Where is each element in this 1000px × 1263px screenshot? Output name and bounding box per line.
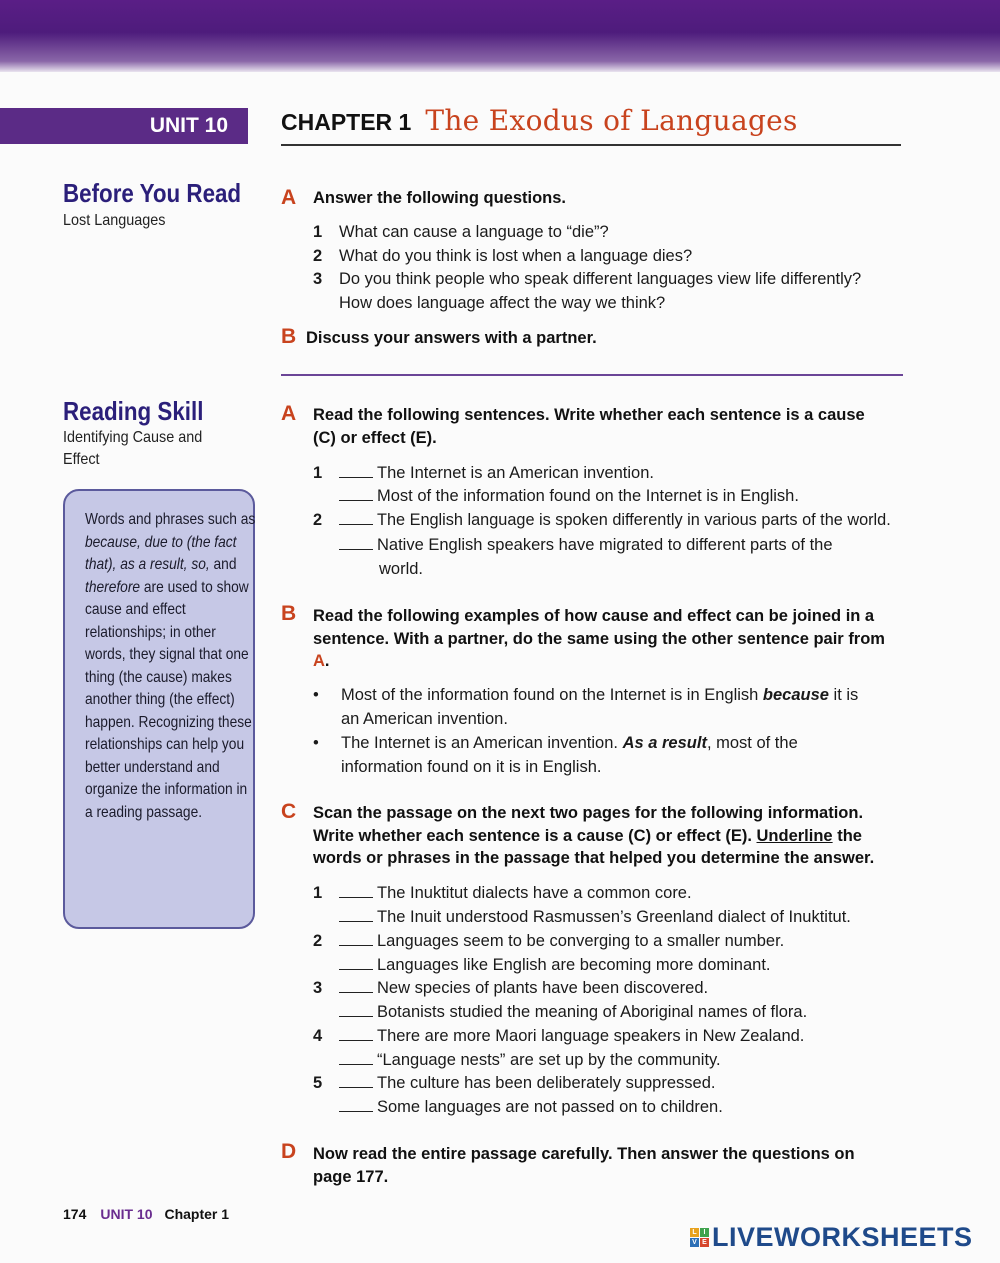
answer-blank[interactable] <box>339 1073 373 1088</box>
answer-blank[interactable] <box>339 1097 373 1112</box>
page-footer: 174 UNIT 10 Chapter 1 <box>63 1206 230 1222</box>
skill-letter-d: D <box>281 1140 297 1163</box>
skill-instruction-d: Now read the entire passage carefully. Then answer the questions on page 177. <box>313 1145 855 1186</box>
chapter-label: CHAPTER 1 <box>281 109 412 135</box>
section-letter-a: A <box>281 186 297 209</box>
example-bullet-2-continued: information found on it is in English. <box>341 758 602 776</box>
skill-instruction-a: Read the following sentences. Write whether each sentence is a cause (C) or effect (E). <box>313 406 865 447</box>
answer-blank[interactable] <box>339 1026 373 1041</box>
skill-c-item-4: 4 There are more Maori language speakers in New Zealand. <box>313 1027 805 1045</box>
skill-a-item-2b-continued: world. <box>379 560 424 578</box>
instruction-a: Answer the following questions. <box>313 189 567 207</box>
example-bullet-1: • Most of the information found on the Internet is in English because it is <box>313 686 859 704</box>
skill-c-item-2: 2 Languages seem to be converging to a smaller number. <box>313 932 785 950</box>
skill-letter-a: A <box>281 402 297 425</box>
answer-blank[interactable] <box>339 510 373 525</box>
liveworksheets-icon: L I V E <box>690 1228 709 1247</box>
answer-blank[interactable] <box>339 907 373 922</box>
skill-c-item-4b: “Language nests” are set up by the community. <box>313 1049 721 1073</box>
skill-letter-b: B <box>281 602 297 625</box>
answer-blank[interactable] <box>339 1002 373 1017</box>
tip-text: Words and phrases such as because, due to (the fact that), as a result, so, and therefore are used to show cause and effect relationships; in other words, they signal that one thing (the cause) makes another thing (the effect) happen. Recognizing these relationships can help you better understand and organize the information in a reading passage. <box>85 511 256 821</box>
question-3-continued: How does language affect the way we think? <box>339 294 666 312</box>
skill-letter-c: C <box>281 800 297 823</box>
skill-a-item-2: 2 The English language is spoken differently in various parts of the world. <box>313 511 891 529</box>
question-1: 1 What can cause a language to “die”? <box>313 223 609 241</box>
section-letter-b: B <box>281 325 297 348</box>
example-bullet-2: • The Internet is an American invention. As a result, most of the <box>313 734 798 752</box>
skill-a-item-1b: Most of the information found on the Internet is in English. <box>313 485 799 509</box>
chapter-header <box>281 104 901 146</box>
instruction-b: Discuss your answers with a partner. <box>306 329 597 347</box>
answer-blank[interactable] <box>339 931 373 946</box>
skill-c-item-5b: Some languages are not passed on to children. <box>313 1096 723 1120</box>
skill-instruction-c: Scan the passage on the next two pages for the following information. Write whether each sentence is a cause (C) or effect (E). Underline the words or phrases in the passage that helped you determine the answer. <box>313 804 875 867</box>
answer-blank[interactable] <box>339 535 373 550</box>
skill-c-item-1: 1 The Inuktitut dialects have a common core. <box>313 884 692 902</box>
skill-c-item-1b: The Inuit understood Rasmussen’s Greenland dialect of Inuktitut. <box>313 906 851 930</box>
before-you-read-heading: Before You Read <box>63 178 242 208</box>
reading-skill-heading: Reading Skill <box>63 396 204 426</box>
chapter-title: The Exodus of Languages <box>425 104 798 137</box>
question-2: 2 What do you think is lost when a language dies? <box>313 247 693 265</box>
skill-c-item-3: 3 New species of plants have been discovered. <box>313 979 709 997</box>
top-color-band <box>0 0 1000 72</box>
unit-tab: UNIT 10 <box>0 108 248 144</box>
answer-blank[interactable] <box>339 463 373 478</box>
tip-box <box>63 489 255 929</box>
answer-blank[interactable] <box>339 883 373 898</box>
section-divider <box>281 374 903 376</box>
skill-c-item-2b: Languages like English are becoming more dominant. <box>313 954 771 978</box>
answer-blank[interactable] <box>339 955 373 970</box>
reading-skill-subheading: Identifying Cause and Effect <box>63 429 203 468</box>
skill-c-item-5: 5 The culture has been deliberately suppressed. <box>313 1074 716 1092</box>
skill-instruction-b: Read the following examples of how cause and effect can be joined in a sentence. With a partner, do the same using the other sentence pair from A. <box>313 607 885 670</box>
question-3: 3 Do you think people who speak different languages view life differently? <box>313 270 862 288</box>
answer-blank[interactable] <box>339 1050 373 1065</box>
skill-a-item-1: 1 The Internet is an American invention. <box>313 464 654 482</box>
answer-blank[interactable] <box>339 978 373 993</box>
before-you-read-subheading: Lost Languages <box>63 212 166 229</box>
skill-c-item-3b: Botanists studied the meaning of Aboriginal names of flora. <box>313 1001 807 1025</box>
liveworksheets-text: LIVEWORKSHEETS <box>712 1222 973 1252</box>
liveworksheets-logo <box>690 1222 973 1253</box>
example-bullet-1-continued: an American invention. <box>341 710 508 728</box>
answer-blank[interactable] <box>339 486 373 501</box>
skill-a-item-2b: Native English speakers have migrated to different parts of the <box>313 534 833 558</box>
